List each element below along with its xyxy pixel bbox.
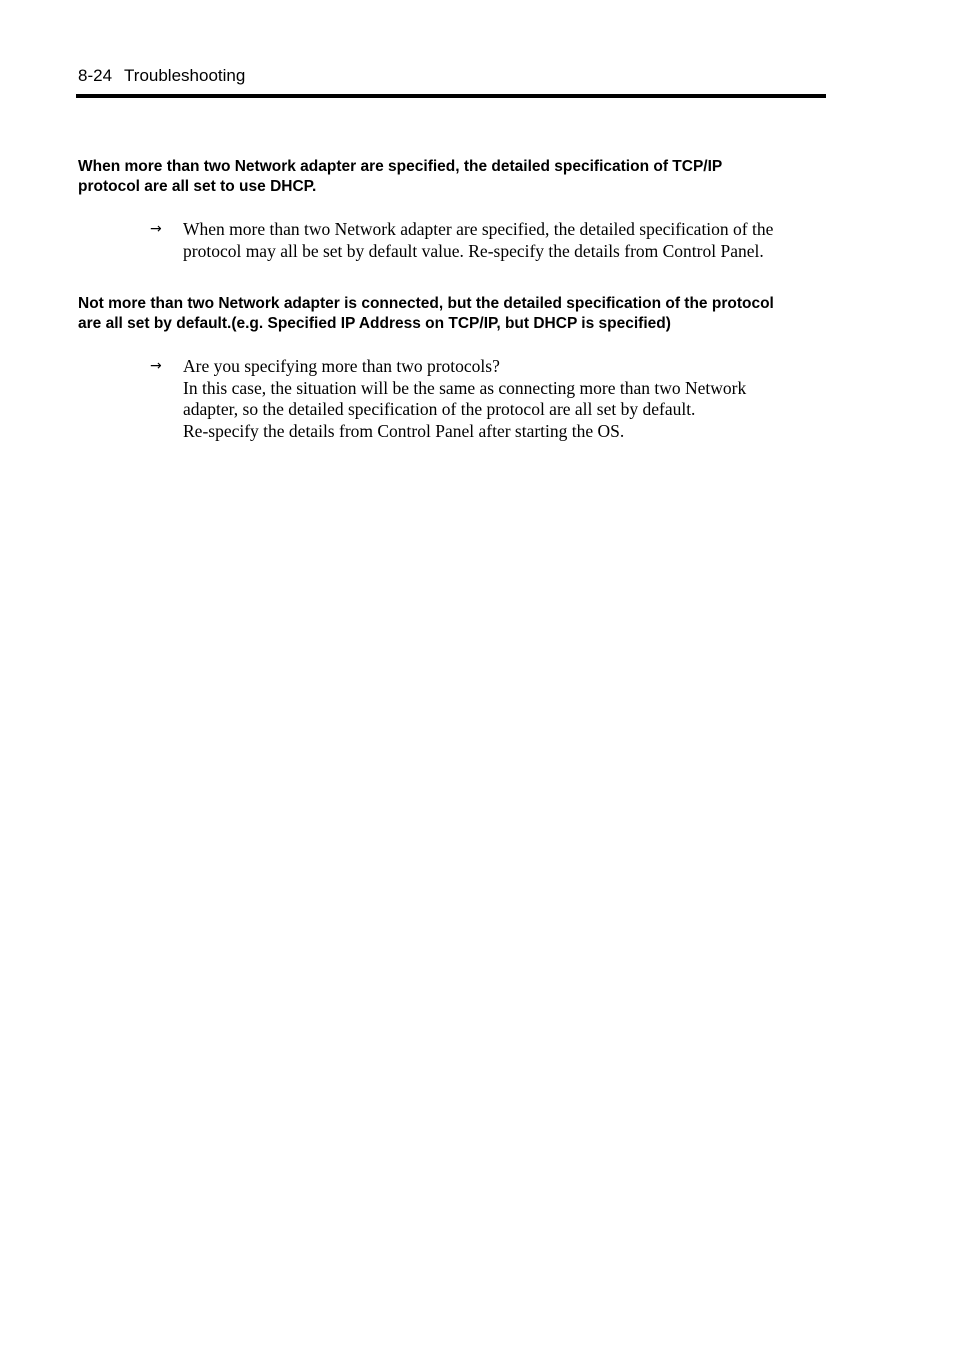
answer-line: In this case, the situation will be the same as connecting more than two Network — [183, 377, 747, 398]
answer-text — [183, 356, 830, 442]
right-arrow-icon: → — [150, 358, 162, 374]
answer-line: Are you specifying more than two protocols? — [183, 356, 500, 376]
issue-answer-dhcp — [150, 219, 830, 262]
issue-heading-dhcp — [78, 157, 838, 196]
issue-heading-default-settings — [78, 294, 838, 333]
answer-text — [183, 219, 830, 262]
issue-heading-line: are all set by default.(e.g. Specified IP Address on TCP/IP, but DHCP is specified) — [78, 314, 671, 332]
page-header — [78, 64, 245, 88]
answer-line: Re-specify the details from Control Panel after starting the OS. — [183, 420, 625, 441]
answer-line: When more than two Network adapter are specified, the detailed specification of the — [183, 219, 774, 239]
issue-heading-line: When more than two Network adapter are specified, the detailed specification of TCP/IP — [78, 158, 723, 175]
issue-heading-line: protocol are all set to use DHCP. — [78, 177, 317, 195]
section-title: Troubleshooting — [124, 66, 246, 85]
page-number: 8-24 — [78, 66, 113, 85]
issue-heading-line: Not more than two Network adapter is connected, but the detailed specification of the protocol — [78, 295, 774, 312]
right-arrow-icon: → — [150, 221, 162, 237]
answer-line: protocol may all be set by default value. Re-specify the details from Control Panel. — [183, 240, 764, 261]
issue-answer-default-settings — [150, 356, 830, 442]
answer-line: adapter, so the detailed specification of the protocol are all set by default. — [183, 399, 696, 419]
header-rule — [76, 94, 826, 98]
